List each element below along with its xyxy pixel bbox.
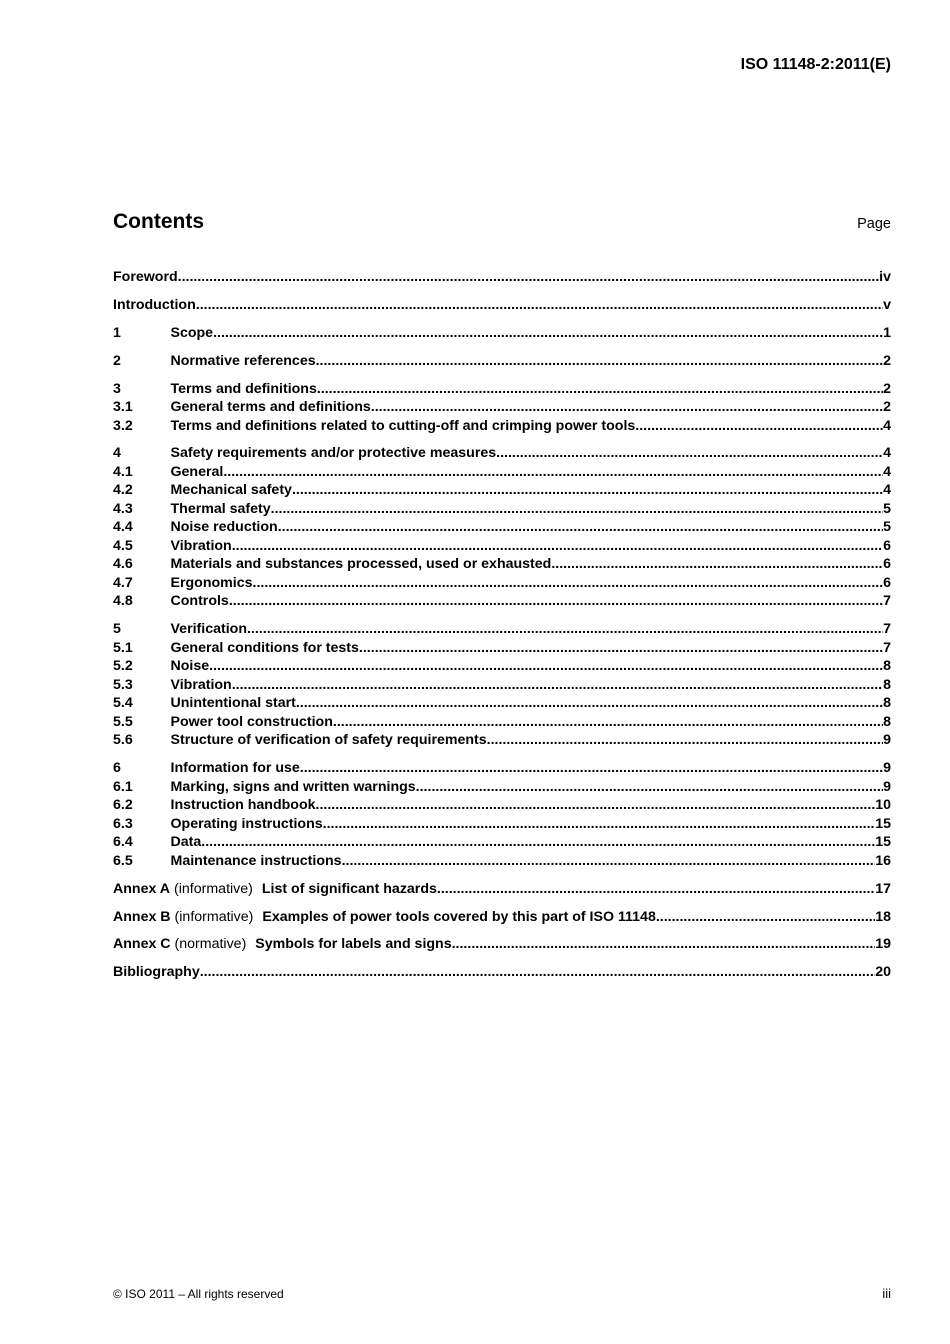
toc-page: v	[883, 296, 891, 313]
toc-group-5	[113, 620, 891, 750]
toc-entry-4-7[interactable]	[113, 574, 891, 593]
toc-group-1	[113, 324, 891, 343]
toc-number: 6.4	[113, 834, 133, 851]
annex-type: (normative)	[174, 936, 247, 953]
toc-title: Vibration	[170, 537, 232, 554]
toc-page: 10	[875, 797, 891, 814]
toc-title: Structure of verification of safety requirements	[170, 732, 487, 749]
toc-leader-dots	[178, 268, 880, 287]
toc-title: Symbols for labels and signs	[255, 936, 452, 953]
toc-group-introduction	[113, 296, 891, 315]
toc-number: 5	[113, 621, 121, 638]
toc-leader-dots	[496, 444, 883, 463]
toc-entry-5-4[interactable]	[113, 694, 891, 713]
toc-entry-5-2[interactable]	[113, 657, 891, 676]
toc-number: 3.1	[113, 399, 133, 416]
toc-title: Data	[170, 834, 202, 851]
toc-leader-dots	[232, 676, 883, 695]
toc-leader-dots	[316, 796, 876, 815]
annex-type: (informative)	[174, 908, 254, 925]
toc-entry-annex-c[interactable]	[113, 935, 891, 954]
toc-page: 2	[883, 380, 891, 397]
toc-entry-4-1[interactable]	[113, 463, 891, 482]
toc-number: 5.5	[113, 713, 133, 730]
toc-page: 8	[883, 713, 891, 730]
toc-title: General terms and definitions	[170, 399, 371, 416]
toc-title: Maintenance instructions	[170, 852, 342, 869]
toc-page: 6	[883, 556, 891, 573]
toc-page: 7	[883, 593, 891, 610]
toc-leader-dots	[323, 815, 876, 834]
toc-entry-annex-b[interactable]	[113, 908, 891, 927]
toc-number: 4.1	[113, 463, 133, 480]
toc-number: 4.8	[113, 593, 133, 610]
toc-entry-foreword[interactable]	[113, 268, 891, 287]
toc-leader-dots	[296, 694, 883, 713]
toc-title: Verification	[170, 621, 247, 638]
toc-number: 3	[113, 380, 121, 397]
toc-entry-6[interactable]	[113, 759, 891, 778]
toc-entry-6-2[interactable]	[113, 796, 891, 815]
toc-leader-dots	[229, 592, 883, 611]
toc-leader-dots	[437, 880, 875, 899]
toc-number: 6.3	[113, 815, 133, 832]
toc-title: Examples of power tools covered by this part of ISO 11148	[262, 908, 656, 925]
toc-group-bibliography	[113, 963, 891, 982]
toc-group-annex-c	[113, 935, 891, 954]
toc-title: Instruction handbook	[170, 797, 316, 814]
toc-title: Mechanical safety	[170, 482, 292, 499]
toc-page: 7	[883, 639, 891, 656]
toc-entry-annex-a[interactable]	[113, 880, 891, 899]
toc-title: Noise	[170, 658, 210, 675]
toc-entry-1[interactable]	[113, 324, 891, 343]
toc-page: 4	[883, 445, 891, 462]
toc-title: General	[170, 463, 224, 480]
toc-number: 6.5	[113, 852, 133, 869]
toc-leader-dots	[247, 620, 883, 639]
toc-leader-dots	[209, 657, 883, 676]
toc-entry-5-6[interactable]	[113, 731, 891, 750]
toc-page: 15	[875, 815, 891, 832]
toc-entry-5-5[interactable]	[113, 713, 891, 732]
toc-entry-4-6[interactable]	[113, 555, 891, 574]
toc-title: Vibration	[170, 676, 232, 693]
toc-title: Thermal safety	[170, 500, 271, 517]
toc-page: 8	[883, 695, 891, 712]
toc-page: 5	[883, 500, 891, 517]
toc-entry-5[interactable]	[113, 620, 891, 639]
toc-title: Foreword	[113, 269, 178, 285]
contents-heading: Contents	[113, 210, 204, 233]
toc-number: 4.7	[113, 574, 133, 591]
toc-entry-5-1[interactable]	[113, 639, 891, 658]
toc-title: Ergonomics	[170, 574, 253, 591]
toc-leader-dots	[271, 500, 883, 519]
toc-leader-dots	[200, 963, 876, 982]
toc-page: 8	[883, 658, 891, 675]
toc-page: 9	[883, 778, 891, 795]
toc-entry-4-4[interactable]	[113, 518, 891, 537]
toc-page: 15	[875, 834, 891, 851]
toc-number: 4.5	[113, 537, 133, 554]
toc-leader-dots	[213, 324, 883, 343]
toc-page: 7	[883, 621, 891, 638]
toc-entry-6-3[interactable]	[113, 815, 891, 834]
toc-leader-dots	[635, 417, 883, 436]
annex-label: Annex C	[113, 936, 171, 953]
toc-entry-3[interactable]	[113, 380, 891, 399]
toc-leader-dots	[316, 352, 884, 371]
toc-title: Materials and substances processed, used or exhausted	[170, 556, 552, 573]
toc-entry-4[interactable]	[113, 444, 891, 463]
toc-title: Bibliography	[113, 964, 200, 981]
toc-page: 19	[875, 936, 891, 953]
toc-page: 5	[883, 519, 891, 536]
toc-page: 6	[883, 574, 891, 591]
toc-title: Marking, signs and written warnings	[170, 778, 416, 795]
toc-page: 8	[883, 676, 891, 693]
toc-leader-dots	[487, 731, 883, 750]
toc-entry-4-2[interactable]	[113, 481, 891, 500]
toc-page: iv	[879, 269, 891, 285]
toc-group-annex-b	[113, 908, 891, 927]
toc-leader-dots	[333, 713, 883, 732]
toc-title: Power tool construction	[170, 713, 333, 730]
toc-page: 4	[883, 463, 891, 480]
toc-title: Information for use	[170, 760, 300, 777]
toc-number: 6.2	[113, 797, 133, 814]
toc-number: 5.4	[113, 695, 133, 712]
toc-entry-6-4[interactable]	[113, 833, 891, 852]
toc-entry-3-1[interactable]	[113, 398, 891, 417]
toc-leader-dots	[278, 518, 883, 537]
toc-title: Operating instructions	[170, 815, 323, 832]
toc-group-3	[113, 380, 891, 436]
toc-leader-dots	[300, 759, 883, 778]
toc-page: 6	[883, 537, 891, 554]
toc-leader-dots	[359, 639, 883, 658]
toc-entry-introduction[interactable]	[113, 296, 891, 315]
toc-number: 2	[113, 352, 121, 369]
toc-title: Normative references	[170, 352, 316, 369]
toc-leader-dots	[416, 778, 883, 797]
toc-page: 4	[883, 482, 891, 499]
toc-number: 5.3	[113, 676, 133, 693]
page-number: iii	[882, 1286, 891, 1301]
toc-entry-4-3[interactable]	[113, 500, 891, 519]
toc-group-4	[113, 444, 891, 611]
toc-entry-4-8[interactable]	[113, 592, 891, 611]
annex-label: Annex B	[113, 908, 171, 925]
toc-title: Unintentional start	[170, 695, 296, 712]
toc-leader-dots	[452, 935, 876, 954]
toc-leader-dots	[292, 481, 883, 500]
copyright-notice: © ISO 2011 – All rights reserved	[113, 1287, 284, 1301]
toc-number: 6.1	[113, 778, 133, 795]
toc-leader-dots	[371, 398, 883, 417]
toc-leader-dots	[232, 537, 883, 556]
toc-title: Scope	[170, 324, 214, 341]
toc-entry-2[interactable]	[113, 352, 891, 371]
toc-page: 18	[875, 908, 891, 925]
toc-leader-dots	[551, 555, 883, 574]
toc-page: 4	[883, 417, 891, 434]
toc-page: 20	[875, 964, 891, 981]
toc-title: General conditions for tests	[170, 639, 359, 656]
toc-number: 5.1	[113, 639, 133, 656]
annex-label: Annex A	[113, 880, 171, 897]
toc-page: 16	[875, 852, 891, 869]
toc-number: 1	[113, 324, 121, 341]
toc-title: Noise reduction	[170, 519, 278, 536]
toc-title: Safety requirements and/or protective measures	[170, 445, 497, 462]
toc-title: Introduction	[113, 296, 196, 313]
toc-title: List of significant hazards	[261, 880, 437, 897]
toc-leader-dots	[342, 852, 876, 871]
toc-number: 4.4	[113, 519, 133, 536]
toc-entry-3-2[interactable]	[113, 417, 891, 436]
toc-page: 9	[883, 732, 891, 749]
toc-leader-dots	[253, 574, 884, 593]
toc-number: 5.2	[113, 658, 133, 675]
toc-entry-6-5[interactable]	[113, 852, 891, 871]
toc-entry-4-5[interactable]	[113, 537, 891, 556]
page-column-label: Page	[857, 216, 891, 232]
toc-page: 1	[883, 324, 891, 341]
toc-group-2	[113, 352, 891, 371]
table-of-contents	[113, 268, 891, 991]
toc-number: 5.6	[113, 732, 133, 749]
toc-leader-dots	[317, 380, 883, 399]
toc-group-annex-a	[113, 880, 891, 899]
toc-group-6	[113, 759, 891, 870]
toc-entry-bibliography[interactable]	[113, 963, 891, 982]
toc-group-foreword	[113, 268, 891, 287]
toc-title: Terms and definitions	[170, 380, 317, 397]
toc-entry-6-1[interactable]	[113, 778, 891, 797]
document-reference: ISO 11148-2:2011(E)	[740, 56, 891, 73]
toc-page: 17	[875, 880, 891, 897]
toc-page: 2	[883, 352, 891, 369]
toc-number: 4.6	[113, 556, 133, 573]
toc-title: Terms and definitions related to cutting-off and crimping power tools	[170, 417, 636, 434]
toc-number: 4	[113, 445, 121, 462]
toc-entry-5-3[interactable]	[113, 676, 891, 695]
toc-number: 4.2	[113, 482, 133, 499]
toc-page: 2	[883, 399, 891, 416]
toc-title: Controls	[170, 593, 229, 610]
toc-leader-dots	[223, 463, 883, 482]
annex-type: (informative)	[174, 880, 253, 897]
toc-number: 4.3	[113, 500, 133, 517]
toc-page: 9	[883, 760, 891, 777]
toc-number: 6	[113, 760, 121, 777]
toc-number: 3.2	[113, 417, 133, 434]
toc-leader-dots	[656, 908, 875, 927]
toc-leader-dots	[201, 833, 875, 852]
toc-leader-dots	[196, 296, 883, 315]
